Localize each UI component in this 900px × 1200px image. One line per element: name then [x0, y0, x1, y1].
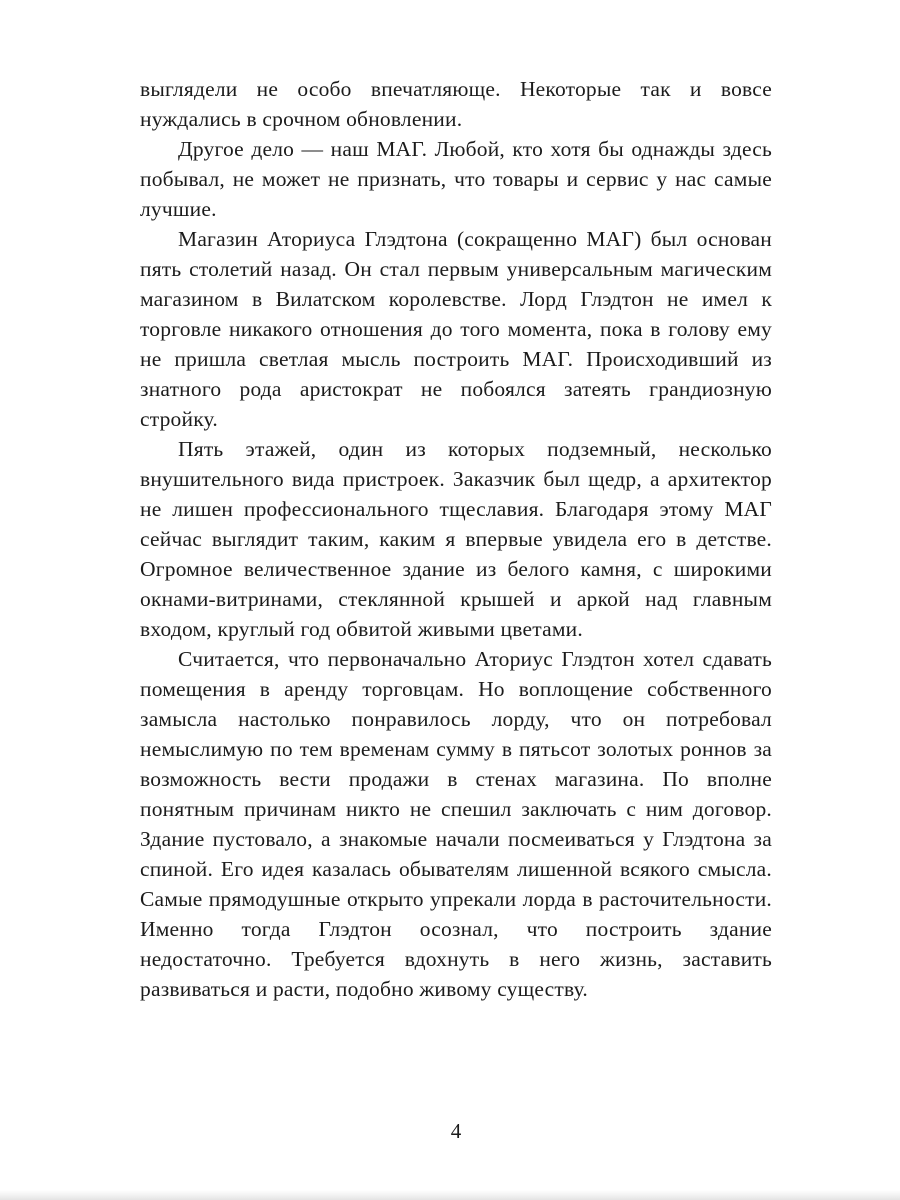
page-number: 4: [450, 1119, 462, 1143]
paragraph: выглядели не особо впечатляюще. Некоторые так и вовсе нуждались в срочном обновлении.: [140, 77, 772, 131]
paragraph: Магазин Аториуса Глэдтона (сокращенно МАГ) был основан пять столетий назад. Он стал первым универсальным магическим магазином в Вилатском королевстве. Лорд Глэдтон не имел к торговле никакого отношения до того момента, пока в голову ему не пришла светлая мысль построить МАГ. Происходивший из знатного рода аристократ не побоялся затеять грандиозную стройку.: [140, 227, 772, 431]
paragraph: Считается, что первоначально Аториус Глэдтон хотел сдавать помещения в аренду торговцам. Но воплощение собственного замысла настолько понравилось лорду, что он потребовал немыслимую по тем временам сумму в пятьсот золотых роннов за возможность вести продажи в стенах магазина. По вполне понятным причинам никто не спешил заключать с ним договор. Здание пустовало, а знакомые начали посмеиваться у Глэдтона за спиной. Его идея казалась обывателям лишенной всякого смысла. Самые прямодушные открыто упрекали лорда в расточительности. Именно тогда Глэдтон осознал, что построить здание недостаточно. Требуется вдохнуть в него жизнь, заставить развиваться и расти, подобно живому существу.: [140, 647, 772, 1001]
page-bottom-edge: [0, 1190, 900, 1200]
paragraph: Пять этажей, один из которых подземный, несколько внушительного вида пристроек. Заказчик был щедр, а архитектор не лишен профессионального тщеславия. Благодаря этому МАГ сейчас выглядит таким, каким я впервые увидела его в детстве. Огромное величественное здание из белого камня, с широкими окнами-витринами, стеклянной крышей и аркой над главным входом, круглый год обвитой живыми цветами.: [140, 437, 772, 641]
paragraph: Другое дело — наш МАГ. Любой, кто хотя бы однажды здесь побывал, не может не признать, что товары и сервис у нас самые лучшие.: [140, 137, 772, 221]
text-block: [140, 74, 772, 1004]
